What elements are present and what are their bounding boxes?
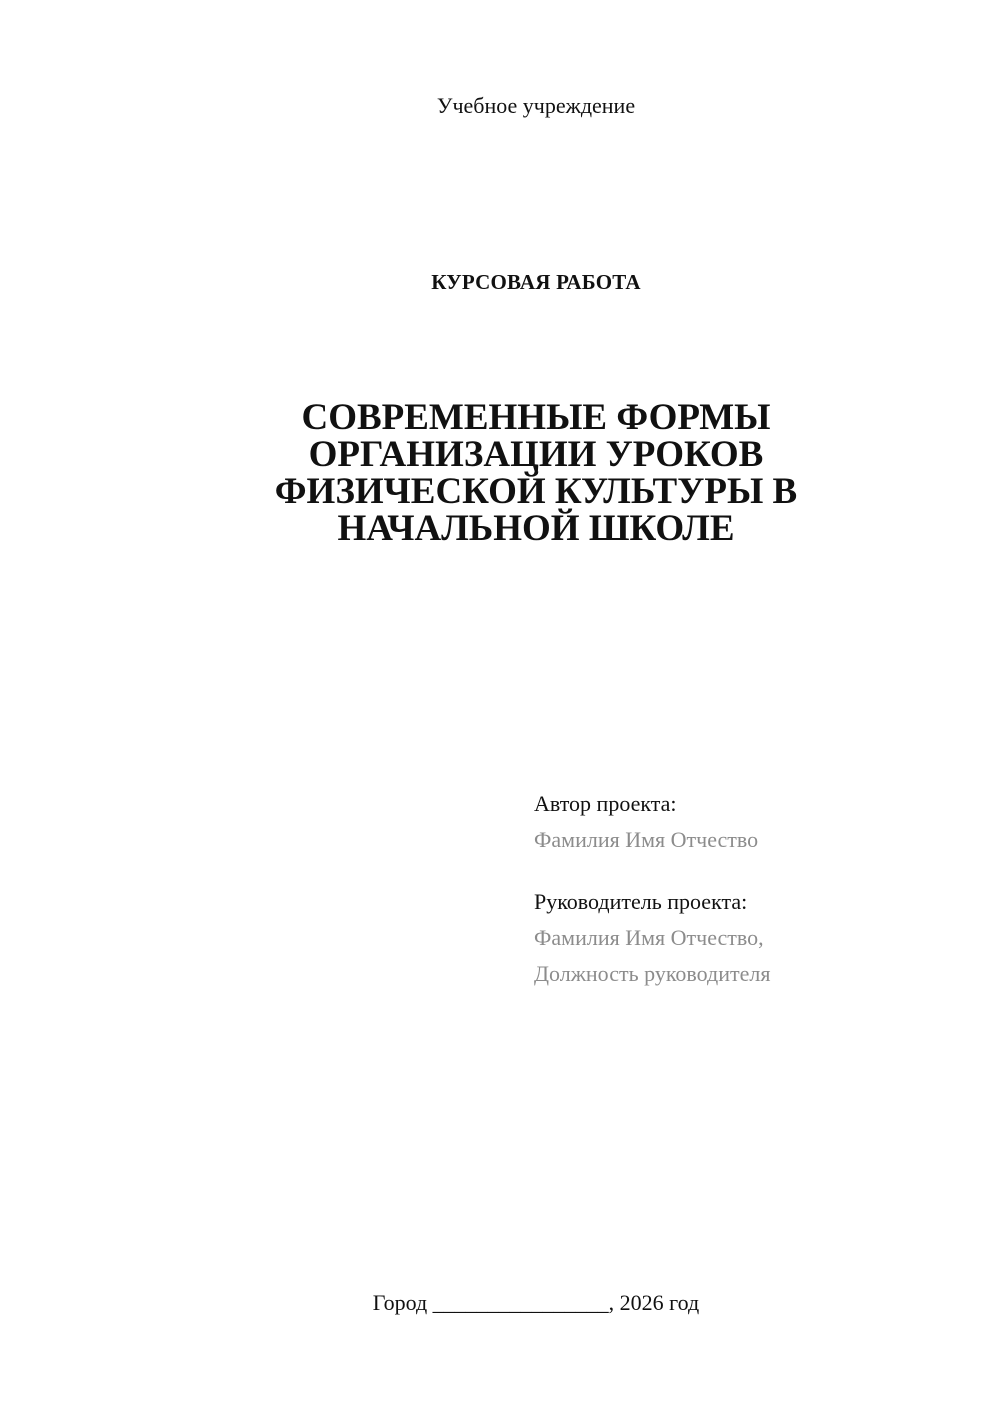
work-type-heading: КУРСОВАЯ РАБОТА	[431, 270, 641, 294]
city-year-footer: Город ________________, 2026 год	[372, 1290, 700, 1315]
spacer	[534, 858, 974, 884]
supervisor-label: Руководитель проекта:	[534, 889, 748, 914]
title-line: СОВРЕМЕННЫЕ ФОРМЫ	[301, 397, 771, 438]
author-name-placeholder: Фамилия Имя Отчество	[534, 827, 759, 852]
title-line: ОРГАНИЗАЦИИ УРОКОВ	[308, 434, 764, 475]
author-info-block	[534, 786, 974, 992]
institution-name: Учебное учреждение	[436, 93, 636, 118]
document-title	[236, 399, 836, 547]
title-line: НАЧАЛЬНОЙ ШКОЛЕ	[337, 508, 735, 549]
supervisor-name-placeholder: Фамилия Имя Отчество,	[534, 925, 764, 950]
supervisor-position-placeholder: Должность руководителя	[534, 961, 771, 986]
title-line: ФИЗИЧЕСКОЙ КУЛЬТУРЫ В	[274, 471, 798, 512]
author-label: Автор проекта:	[534, 791, 677, 816]
